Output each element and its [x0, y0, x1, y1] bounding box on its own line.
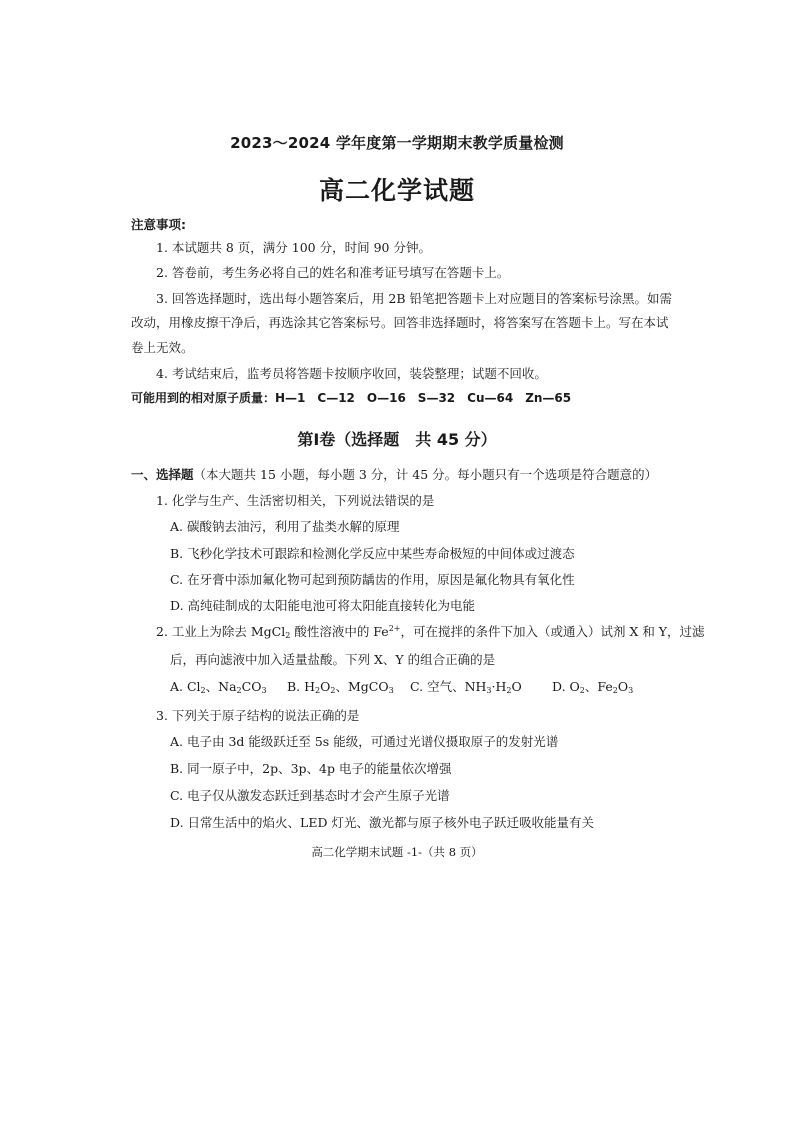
notice-item: 3. 回答选择题时，选出每小题答案后，用 2B 铅笔把答题卡上对应题目的答案标号涂黑。如需 [156, 291, 672, 306]
q1-option-c: C. 在牙膏中添加氟化物可起到预防龋齿的作用，原因是氟化物具有氧化性 [170, 572, 575, 587]
q1-option-a: A. 碳酸钠去油污，利用了盐类水解的原理 [170, 519, 400, 534]
notice-heading: 注意事项: [131, 217, 186, 232]
page-footer: 高二化学期末试题 -1-（共 8 页） [311, 845, 483, 859]
q3-option-a: A. 电子由 3d 能级跃迁至 5s 能级，可通过光谱仪摄取原子的发射光谱 [170, 734, 559, 749]
q3-stem: 3. 下列关于原子结构的说法正确的是 [156, 708, 360, 723]
q1-option-b: B. 飞秒化学技术可跟踪和检测化学反应中某些寿命极短的中间体或过渡态 [170, 546, 575, 561]
q3-option-b: B. 同一原子中，2p、3p、4p 电子的能量依次增强 [170, 761, 452, 776]
notice-item-cont: 卷上无效。 [131, 340, 194, 355]
q2-stem-line2: 后，再向滤液中加入适量盐酸。下列 X、Y 的组合正确的是 [170, 652, 496, 667]
part-heading: 一、选择题 [131, 467, 194, 482]
q1-stem: 1. 化学与生产、生活密切相关，下列说法错误的是 [156, 493, 435, 508]
q2-option-c: C. 空气、$NH_3\cdot H_2O$ [410, 679, 522, 695]
q3-option-c: C. 电子仅从激发态跃迁到基态时才会产生原子光谱 [170, 788, 450, 803]
q1-option-d: D. 高纯硅制成的太阳能电池可将太阳能直接转化为电能 [170, 598, 476, 613]
part-heading-line [131, 465, 657, 483]
notice-item: 4. 考试结束后，监考员将答题卡按顺序收回，装袋整理；试题不回收。 [156, 366, 547, 381]
part-note: （本大题共 15 小题，每小题 3 分，计 45 分。每小题只有一个选项是符合题意的） [193, 467, 658, 482]
q2-stem-line1: 2. 工业上为除去 MgCl$_2$ 酸性溶液中的 $Fe^{2+}$，可在搅拌的条件下加入（或通入）试剂 X 和 Y，过滤 [156, 624, 705, 640]
q2-option-d: D. $O_2$、$Fe_2O_3$ [552, 679, 634, 695]
q2-option-a: A. $Cl_2$、$Na_2CO_3$ [170, 679, 267, 695]
exam-title: 2023～2024 学年度第一学期期末教学质量检测 [230, 134, 564, 152]
notice-item: 2. 答卷前，考生务必将自己的姓名和准考证号填写在答题卡上。 [156, 265, 510, 280]
atomic-mass-line: 可能用到的相对原子质量：H—1 C—12 O—16 S—32 Cu—64 Zn—65 [131, 391, 572, 405]
notice-item-cont: 改动，用橡皮擦干净后，再选涂其它答案标号。回答非选择题时，将答案写在答题卡上。写在本试 [131, 315, 669, 330]
q2-option-b: B. $H_2O_2$、MgCO$_3$ [287, 679, 394, 695]
notice-item: 1. 本试题共 8 页，满分 100 分，时间 90 分钟。 [156, 240, 431, 255]
subject-title: 高二化学试题 [318, 176, 475, 205]
q3-option-d: D. 日常生活中的焰火、LED 灯光、激光都与原子核外电子跃迁吸收能量有关 [170, 815, 594, 830]
section-title: 第Ⅰ卷（选择题 共 45 分） [297, 430, 497, 449]
